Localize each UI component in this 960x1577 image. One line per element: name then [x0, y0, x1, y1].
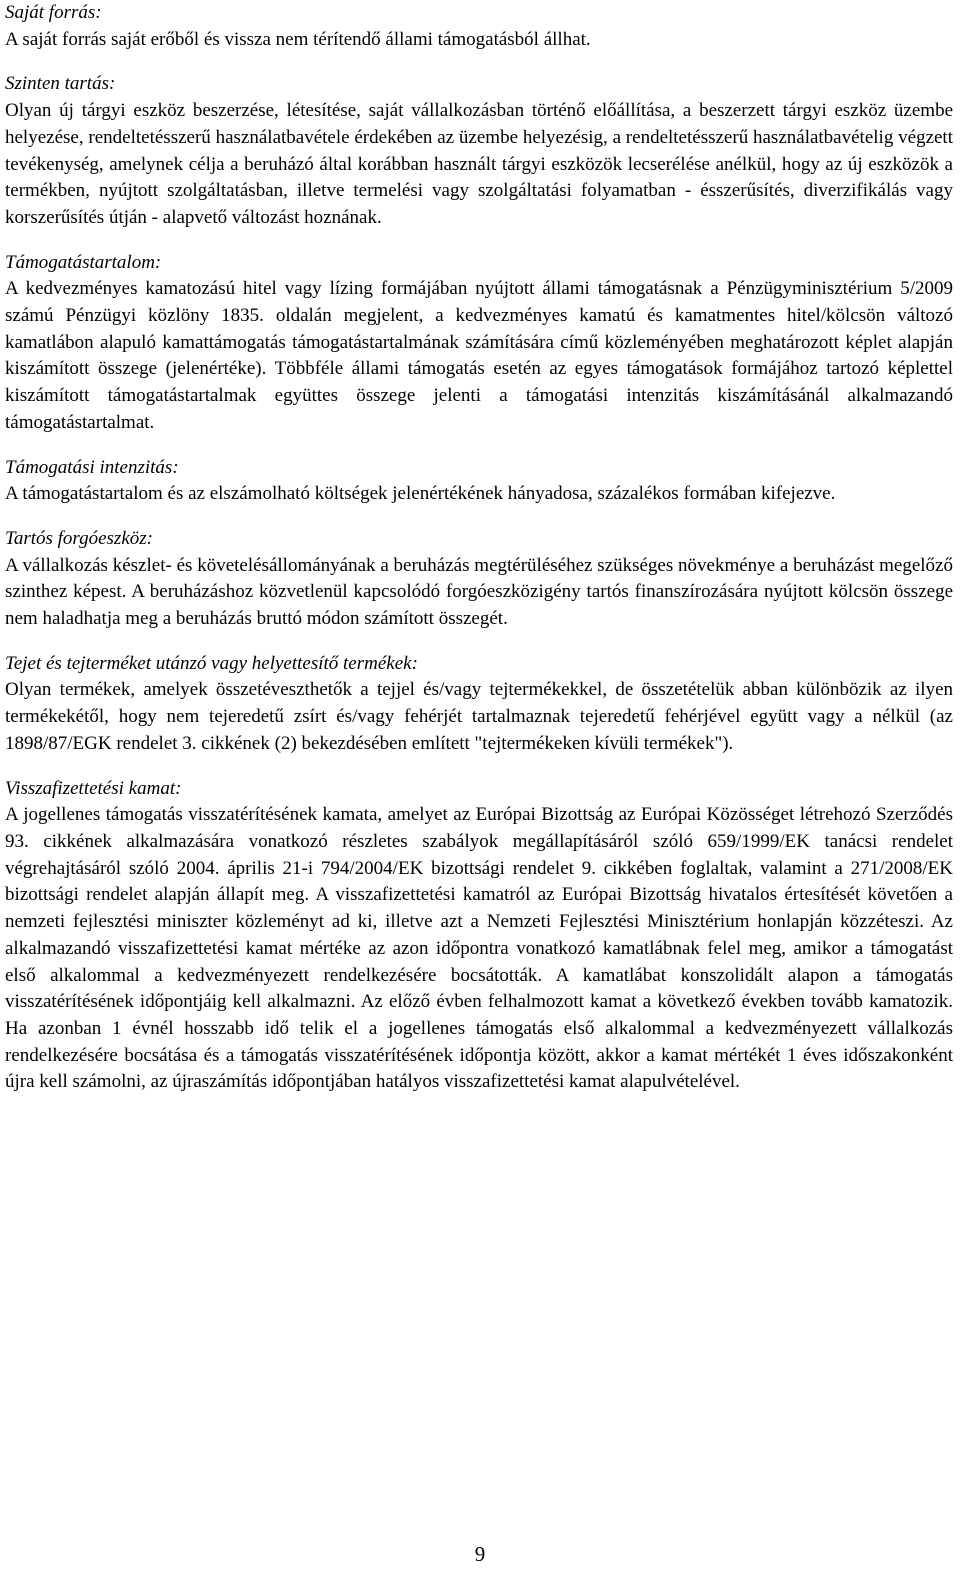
term-definition: A saját forrás saját erőből és vissza nem térítendő állami támogatásból állhat. [5, 28, 591, 50]
term-heading: Támogatástartalom: [5, 251, 162, 273]
term-definition: A támogatástartalom és az elszámolható költségek jelenértékének hányadosa, százalékos formában kifejezve. [5, 483, 836, 505]
section-tartos-forgoeszkoz [5, 526, 953, 633]
term-heading: Tartós forgóeszköz: [5, 527, 153, 549]
term-heading: Szinten tartás: [5, 73, 116, 95]
term-definition: A kedvezményes kamatozású hitel vagy lízing formájában nyújtott állami támogatásnak a Pénzügyminisztérium 5/2009 számú Pénzügyi közlöny 1835. oldalán megjelent, a kedvezményes kamatú és kamatmentes hitel/kölcsön változó kamatlábon alapuló kamattámogatás támogatástartalmának számítására című közleményében meghatározott képlet alapján kiszámított összege (jelenértéke). Többféle állami támogatás esetén az egyes támogatások formájához tartozó képlettel kiszámított támogatástartalmak együttes összege jelenti a támogatási intenzitás kiszámításánál alkalmazandó támogatástartalmat. [5, 278, 953, 433]
term-definition: Olyan termékek, amelyek összetéveszthetők a tejjel és/vagy tejtermékekkel, de összetételük abban különbözik az ilyen termékekétől, hogy nem tejeredetű zsírt és/vagy fehérjét tartalmaznak tejeredetű fehérjével együtt vagy a nélkül (az 1898/87/EGK rendelet 3. cikkének (2) bekezdésében említett "tejtermékeken kívüli termékek"). [5, 679, 953, 754]
section-szinten-tartas [5, 71, 953, 231]
term-heading: Tejet és tejterméket utánzó vagy helyettesítő termékek: [5, 652, 418, 674]
page-number: 9 [474, 1542, 486, 1566]
term-definition: Olyan új tárgyi eszköz beszerzése, létesítése, saját vállalkozásban történő előállítása, a beszerzett tárgyi eszköz üzembe helyezése, rendeltetésszerű használatbavétele érdekében az üzembe helyezésig, a rendeltetésszerű használatbavételig végzett tevékenység, amelynek célja a beruházó által korábban használt tárgyi eszközök lecserélése anélkül, hogy az új eszközök a termékben, nyújtott szolgáltatásban, illetve termelési vagy szolgáltatási folyamatban - ésszerűsítés, diverzifikálás vagy korszerűsítés útján - alapvető változást hoznának. [5, 100, 953, 228]
section-tejet-utanzo-termekek [5, 651, 953, 758]
term-heading: Támogatási intenzitás: [5, 456, 179, 478]
section-tamogatastartalom [5, 250, 953, 437]
section-tamogatasi-intenzitas [5, 455, 953, 508]
term-definition: A jogellenes támogatás visszatérítésének kamata, amelyet az Európai Bizottság az Európai Közösséget létrehozó Szerződés 93. cikkének alkalmazására vonatkozó részletes szabályok megállapításáról szóló 659/1999/EK tanácsi rendelet végrehajtásáról szóló 2004. április 21-i 794/2004/EK bizottsági rendelet 9. cikkében foglaltak, valamint a 271/2008/EK bizottsági rendelet alapján állapít meg. A visszafizettetési kamatról az Európai Bizottság hivatalos értesítését követően a nemzeti fejlesztési miniszter közleményt ad ki, illetve azt a Nemzeti Fejlesztési Minisztérium honlapján közzéteszi. Az alkalmazandó visszafizettetési kamat mértéke az azon időpontra vonatkozó kamatlábnak felel meg, amikor a támogatást első alkalommal a kedvezményezett rendelkezésére bocsátották. A kamatlábat konszolidált alapon a támogatás visszatérítésének időpontjáig kell alkalmazni. Az előző évben felhalmozott kamat a következő években tovább kamatozik. Ha azonban 1 évnél hosszabb idő telik el a jogellenes támogatás első alkalommal a kedvezményezett vállalkozás rendelkezésére bocsátása és a támogatás visszatérítésének időpontja között, akkor a kamat mértékét 1 éves időszakonként újra kell számolni, az újraszámítás időpontjában hatályos visszafizettetési kamat alapulvételével. [5, 804, 953, 1093]
term-heading: Visszafizettetési kamat: [5, 777, 182, 799]
document-page [5, 0, 953, 1114]
term-heading: Saját forrás: [5, 2, 102, 23]
section-visszafizettetesi-kamat [5, 776, 953, 1096]
term-definition: A vállalkozás készlet- és követelésállományának a beruházás megtérüléséhez szükséges növekménye a beruházást megelőző szinthez képest. A beruházáshoz közvetlenül kapcsolódó forgóeszközigény tartós finanszírozására nyújtott kölcsön összege nem haladhatja meg a beruházás bruttó módon számított összegét. [5, 554, 953, 630]
section-sajat-forras [5, 0, 953, 53]
